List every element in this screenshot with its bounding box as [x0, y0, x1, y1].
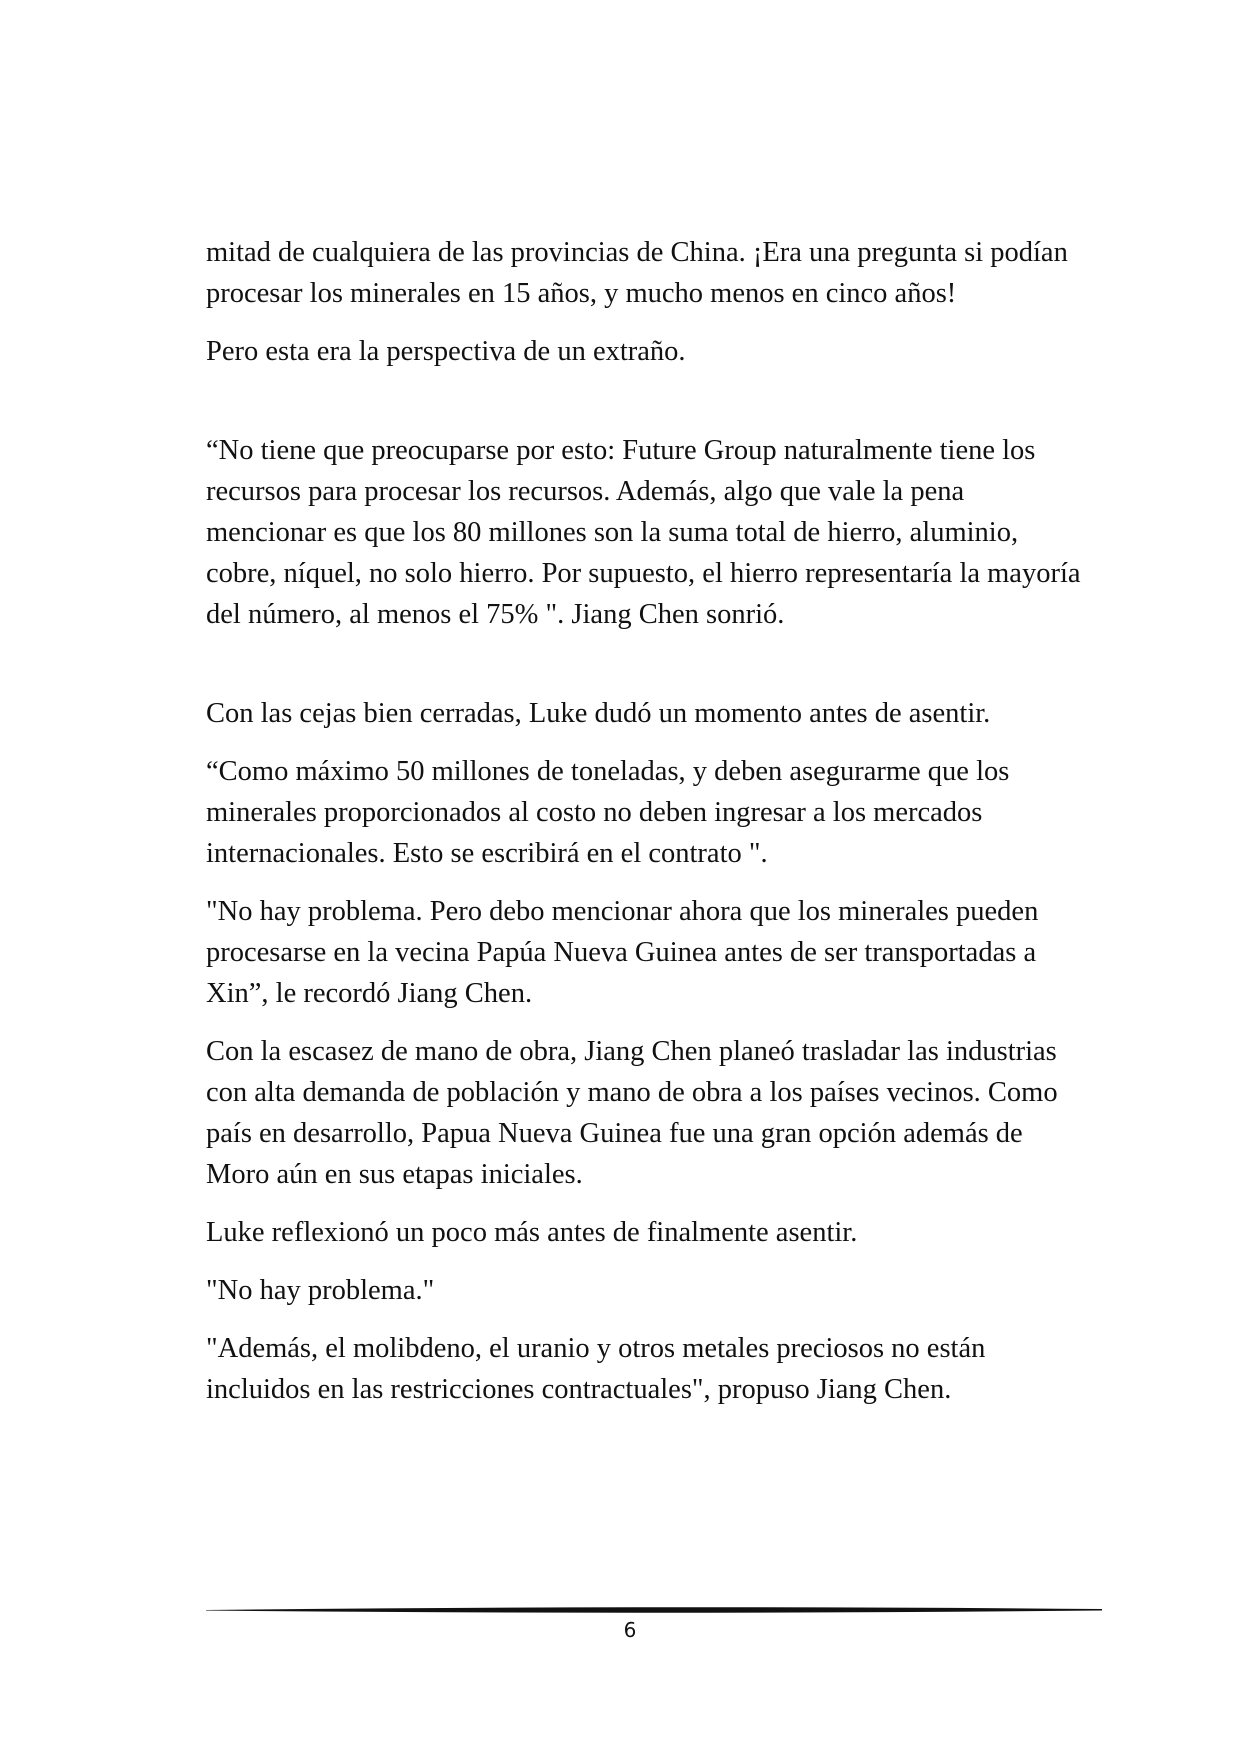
paragraph: Pero esta era la perspectiva de un extraño.: [206, 336, 686, 367]
paragraph: mitad de cualquiera de las provincias de China. ¡Era una pregunta si podían procesar los minerales en 15 años, y mucho menos en cinco años!: [206, 237, 1068, 309]
footer-divider: [206, 1604, 1102, 1616]
paragraph: Luke reflexionó un poco más antes de finalmente asentir.: [206, 1217, 858, 1248]
body-text: [206, 232, 1086, 1427]
paragraph: “No tiene que preocuparse por esto: Future Group naturalmente tiene los recursos para procesar los recursos. Además, algo que vale la pena mencionar es que los 80 millones son la suma total de hierro, aluminio, cobre, níquel, no solo hierro. Por supuesto, el hierro representaría la mayoría del número, al menos el 75% ". Jiang Chen sonrió.: [206, 435, 1081, 630]
paragraph: "No hay problema.": [206, 1275, 435, 1306]
paragraph: "Además, el molibdeno, el uranio y otros metales preciosos no están incluidos en las restricciones contractuales", propuso Jiang Chen.: [206, 1333, 986, 1405]
paragraph: Con las cejas bien cerradas, Luke dudó un momento antes de asentir.: [206, 698, 991, 729]
paragraph: “Como máximo 50 millones de toneladas, y deben asegurarme que los minerales proporcionados al costo no deben ingresar a los mercados internacionales. Esto se escribirá en el contrato ".: [206, 756, 1010, 869]
paragraph: "No hay problema. Pero debo mencionar ahora que los minerales pueden procesarse en la vecina Papúa Nueva Guinea antes de ser transportadas a Xin”, le recordó Jiang Chen.: [206, 896, 1039, 1009]
paragraph: Con la escasez de mano de obra, Jiang Chen planeó trasladar las industrias con alta demanda de población y mano de obra a los países vecinos. Como país en desarrollo, Papua Nueva Guinea fue una gran opción además de Moro aún en sus etapas iniciales.: [206, 1036, 1058, 1190]
page-number: 6: [623, 1618, 637, 1642]
